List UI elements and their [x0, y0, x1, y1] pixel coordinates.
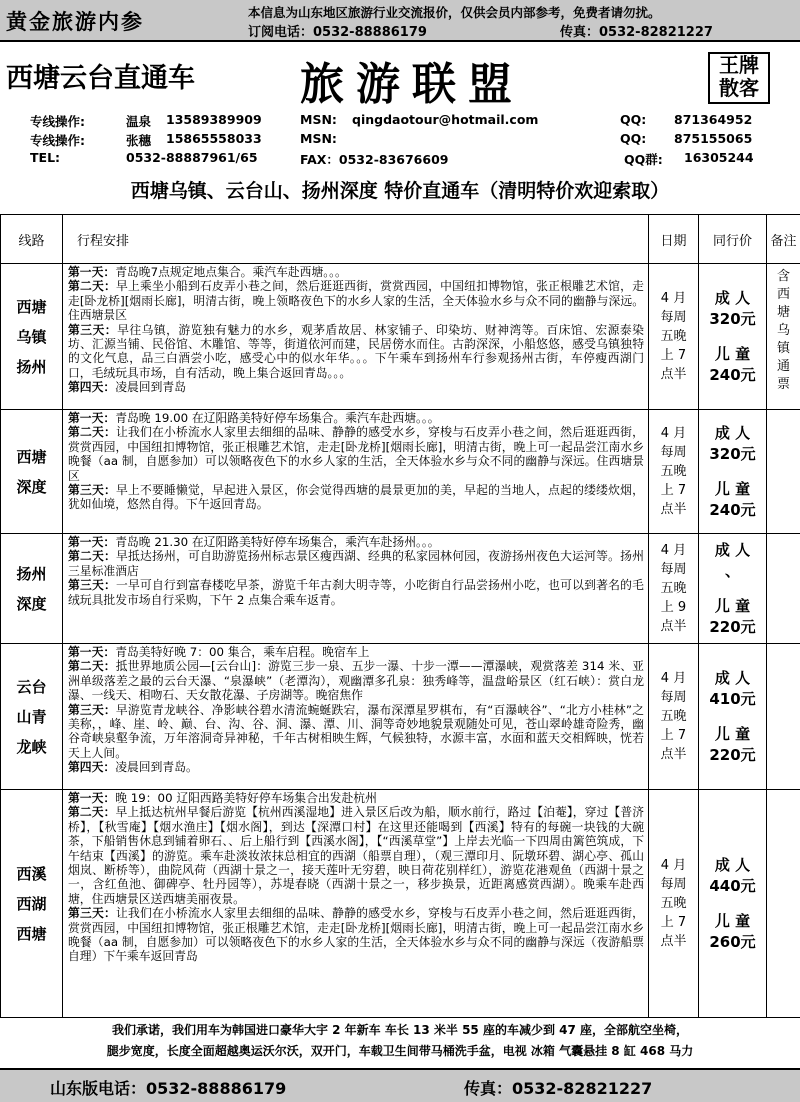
contact-name: 张穗: [126, 131, 151, 149]
route-cell: [1, 410, 63, 534]
route-cell: [1, 790, 63, 1018]
adult-price: 440元: [700, 876, 765, 897]
day-label: 第一天：: [68, 411, 115, 425]
date-cell: [649, 534, 699, 644]
day-label: 第四天：: [68, 760, 115, 774]
qq-number: 871364952: [674, 112, 752, 127]
table-row: [1, 644, 800, 790]
header-fax: 传真：0532-82821227: [560, 21, 713, 40]
ace-badge: [708, 52, 770, 104]
date-line: 点半: [650, 932, 697, 951]
route-name-line: 西塘: [2, 919, 61, 949]
day-entry: [68, 425, 644, 483]
day-label: 第二天：: [68, 425, 116, 439]
contact-row-3: [30, 150, 790, 169]
price-gap: [700, 710, 765, 724]
member-notice: 本信息为山东地区旅游行业交流报价，仅供会员内部参考，免费者请勿扰。: [248, 3, 796, 21]
itinerary-cell: [63, 264, 649, 410]
day-text: 早抵达扬州，可自助游览扬州标志景区瘦西湖、经典的私家园林何园，夜游扬州夜色大运河等。扬州三星标准酒店: [68, 549, 644, 577]
date-line: 每周: [650, 688, 697, 707]
col-date-header: 日期: [649, 215, 699, 264]
day-entry: [68, 645, 644, 659]
date-line: 4 月: [650, 289, 697, 308]
top-banner: [0, 0, 800, 42]
day-label: 第一天：: [68, 645, 115, 659]
route-name-line: 龙峡: [2, 732, 61, 762]
date-line: 每周: [650, 875, 697, 894]
headline: 西塘乌镇、云台山、扬州深度 特价直通车（清明特价欢迎索取）: [0, 176, 800, 203]
date-cell: [649, 410, 699, 534]
day-entry: [68, 323, 644, 381]
contact-name: 温泉: [126, 112, 151, 130]
date-line: 五晚: [650, 707, 697, 726]
date-line: 4 月: [650, 424, 697, 443]
route-cell: [1, 534, 63, 644]
itinerary-cell: [63, 644, 649, 790]
itinerary-cell: [63, 534, 649, 644]
route-name-line: 西塘: [2, 442, 61, 472]
contact-row-1: [30, 112, 790, 131]
child-label: 儿 童: [700, 724, 765, 745]
day-text: 青岛晚7点规定地点集合。乘汽车赴西塘。。。: [115, 265, 347, 279]
qq-group-number: 16305244: [684, 150, 754, 165]
day-entry: [68, 549, 644, 578]
msn-label: MSN:: [300, 112, 337, 127]
date-line: 点半: [650, 617, 697, 636]
date-line: 点半: [650, 365, 697, 384]
table-row: [1, 534, 800, 644]
date-line: 上 9: [650, 598, 697, 617]
route-name-line: 深度: [2, 472, 61, 502]
route-name-line: 山青: [2, 702, 61, 732]
price-cell: [699, 410, 767, 534]
child-price: 240元: [700, 500, 765, 521]
date-line: 4 月: [650, 856, 697, 875]
price-gap: [700, 330, 765, 344]
date-line: 上 7: [650, 346, 697, 365]
day-entry: [68, 659, 644, 702]
route-name-line: 西塘: [2, 292, 61, 322]
day-text: 凌晨回到青岛。: [115, 760, 198, 774]
table-row: [1, 264, 800, 410]
day-text: 早上乘坐小船到石皮弄小巷之间，然后逛逛西街，赏赏西园，中国纽扣博物馆，张正根雕艺术馆，走走[卧龙桥][烟雨长廊]，明清古街，晚上领略夜色下的水乡人家的生活，全天体验水乡与众不同的幽静与深远。住西塘景区: [68, 279, 644, 322]
table-row: [1, 790, 800, 1018]
footer-fax: 传真：0532-82821227: [464, 1076, 652, 1099]
date-line: 五晚: [650, 462, 697, 481]
route-cell: [1, 264, 63, 410]
day-label: 第三天：: [68, 578, 116, 592]
qq-label: QQ:: [620, 131, 646, 146]
date-line: 五晚: [650, 579, 697, 598]
day-entry: [68, 791, 644, 805]
bottom-banner: [0, 1068, 800, 1102]
day-text: 青岛晚 19.00 在辽阳路美特好停车场集合。乘汽车赴西塘。。。: [115, 411, 439, 425]
price-gap: [700, 582, 765, 596]
child-price: 220元: [700, 617, 765, 638]
adult-label: 成 人: [700, 540, 765, 561]
day-text: 青岛美特好晚 7：00 集合，乘车启程。晚宿车上: [115, 645, 369, 659]
day-entry: [68, 703, 644, 761]
day-text: 晚 19：00 辽阳西路美特好停车场集合出发赴杭州: [115, 791, 377, 805]
route-name-line: 西湖: [2, 889, 61, 919]
note-cell: [767, 644, 800, 790]
day-label: 第一天：: [68, 791, 115, 805]
price-gap: [700, 897, 765, 911]
adult-label: 成 人: [700, 423, 765, 444]
col-price-header: 同行价: [699, 215, 767, 264]
day-text: 抵世界地质公园—[云台山]：游览三步一泉、五步一瀑、十步一潭——潭瀑峡，观赏落差 314 米、亚洲单级落差之最的云台天瀑、“泉瀑峡”（老潭沟），观幽潭多孔泉：独秀峰等，温盘峪景区（红石峡）：赏白龙瀑、一线天、相吻石、天女散花瀑、子房湖等。晚宿焦作: [68, 659, 644, 702]
col-itin-header: 行程安排: [63, 215, 649, 264]
route-name-line: 扬州: [2, 559, 61, 589]
adult-price: 320元: [700, 309, 765, 330]
adult-price: 320元: [700, 444, 765, 465]
day-entry: [68, 760, 644, 774]
day-entry: [68, 906, 644, 964]
child-label: 儿 童: [700, 344, 765, 365]
contact-phone: 13589389909: [166, 112, 262, 127]
route-title: 西塘云台直通车: [6, 56, 195, 95]
contact-block: [30, 112, 790, 169]
note-char: 西: [768, 286, 799, 304]
child-price: 260元: [700, 932, 765, 953]
day-entry: [68, 483, 644, 512]
day-entry: [68, 535, 644, 549]
day-label: 第三天：: [68, 483, 116, 497]
route-name-line: 深度: [2, 589, 61, 619]
day-label: 第二天：: [68, 279, 116, 293]
note-char: 乌: [768, 322, 799, 340]
note-char: 镇: [768, 340, 799, 358]
promise-line-2: 腿步宽度，长度全面超越奥运沃尔沃，双开门，车载卫生间带马桶洗手盆，电视 冰箱 气囊悬挂 8 缸 468 马力: [0, 1041, 800, 1062]
day-entry: [68, 411, 644, 425]
service-promise: [0, 1020, 800, 1062]
order-phone: 订阅电话：0532-88886179: [248, 25, 427, 40]
adult-price: 、: [700, 561, 765, 582]
badge-line2: 散客: [710, 77, 768, 100]
day-entry: [68, 265, 644, 279]
date-line: 上 7: [650, 726, 697, 745]
col-route-header: 线路: [1, 215, 63, 264]
promise-line-1: 我们承诺，我们用车为韩国进口豪华大宇 2 年新车 车长 13 米半 55 座的车减少到 47 座，全部航空坐椅，: [0, 1020, 800, 1041]
day-entry: [68, 380, 644, 394]
note-char: 塘: [768, 304, 799, 322]
price-gap: [700, 465, 765, 479]
date-line: 每周: [650, 308, 697, 327]
day-label: 第四天：: [68, 380, 115, 394]
day-text: 一早可自行到富春楼吃早茶，游览千年古刹大明寺等，小吃街自行品尝扬州小吃，也可以到著名的毛绒玩具批发市场自行采购，下午 2 点集合乘车返青。: [68, 578, 644, 606]
msn-label: MSN:: [300, 131, 337, 146]
qq-group-label: QQ群:: [624, 150, 663, 168]
route-name-line: 乌镇: [2, 322, 61, 352]
contact-label: 专线操作:: [30, 112, 85, 130]
order-phone-line: [248, 21, 796, 40]
day-text: 早上不要睡懒觉，早起进入景区，你会觉得西塘的晨景更加的美，早起的当地人，点起的缕缕炊烟，犹如仙境，悠然自得。下午返回青岛。: [68, 483, 644, 511]
date-line: 每周: [650, 560, 697, 579]
date-line: 4 月: [650, 541, 697, 560]
footer-phone: 山东版电话：0532-88886179: [50, 1076, 286, 1099]
date-line: 每周: [650, 443, 697, 462]
adult-price: 410元: [700, 689, 765, 710]
badge-line1: 王牌: [710, 54, 768, 77]
day-label: 第一天：: [68, 265, 115, 279]
route-name-line: 云台: [2, 672, 61, 702]
table-row: [1, 410, 800, 534]
date-line: 4 月: [650, 669, 697, 688]
day-label: 第二天：: [68, 549, 116, 563]
price-cell: [699, 534, 767, 644]
day-entry: [68, 279, 644, 322]
day-entry: [68, 805, 644, 906]
qq-label: QQ:: [620, 112, 646, 127]
child-price: 240元: [700, 365, 765, 386]
child-label: 儿 童: [700, 596, 765, 617]
date-line: 五晚: [650, 894, 697, 913]
itinerary-cell: [63, 790, 649, 1018]
col-note-header: 备注: [767, 215, 800, 264]
day-text: 让我们在小桥流水人家里去细细的品味、静静的感受水乡，穿梭与石皮弄小巷之间，然后逛逛西街，赏赏西园，中国纽扣博物馆，张正根雕艺术馆，走走[卧龙桥][烟雨长廊]，明清古街，晚上可一起品尝江南水乡晚餐（aa 制，自愿参加）可以领略夜色下的水乡人家的生活，全天体验水乡与众不同的幽静与深远。住西塘景区: [68, 425, 644, 482]
contact-label: 专线操作:: [30, 131, 85, 149]
day-label: 第一天：: [68, 535, 115, 549]
union-title: 旅游联盟: [300, 48, 524, 112]
day-entry: [68, 578, 644, 607]
tel-label: TEL:: [30, 150, 60, 165]
date-line: 上 7: [650, 481, 697, 500]
route-cell: [1, 644, 63, 790]
adult-label: 成 人: [700, 668, 765, 689]
contact-row-2: [30, 131, 790, 150]
contact-phone: 15865558033: [166, 131, 262, 146]
adult-label: 成 人: [700, 855, 765, 876]
date-line: 点半: [650, 745, 697, 764]
note-char: 含: [768, 268, 799, 286]
child-price: 220元: [700, 745, 765, 766]
note-char: 票: [768, 376, 799, 394]
price-cell: [699, 790, 767, 1018]
qq-number: 875155065: [674, 131, 752, 146]
day-text: 早游览青龙峡谷、净影峡谷碧水清流蜿蜒跌宕，瀑布深潭星罗棋布，有“百瀑峡谷”、“北方小桂林”之美称，，峰、崖、岭、巅、台、沟、谷、洞、瀑、潭、川、洞等奇妙地貌景观随处可见，苍山翠岭雄奇险秀，幽谷奇峡泉壑争流，万年溶洞奇异神秘，千年古树相映生辉，气候独特，水源丰富，水面和蓝天交相辉映，恍若天上人间。: [68, 703, 644, 760]
tel-number: 0532-88887961/65: [126, 150, 258, 165]
route-name-line: 西溪: [2, 859, 61, 889]
date-line: 上 7: [650, 913, 697, 932]
day-text: 早上抵达杭州早餐后游览【杭州西溪湿地】进入景区后改为船，顺水前行，路过【泊菴】，穿过【普济桥】，【秋雪庵】【烟水渔庄】【烟水阁】，到达【深潭口村】在这里还能喝到【西溪】特有的每碗一块钱的大碗茶，下船销售休息到铺着卵石、、后上船行到【西溪水阁】，【“西溪草堂”】上岸去光临一下四周由篱笆筑成，下午结束【西溪】的游览。乘车赴淡妆浓抹总相宜的西湖（船票自理），（观三潭印月、阮墩环碧、湖心亭、孤山烟岚、断桥等），曲院风荷（西湖十景之一，接天莲叶无穷碧，映日荷花别样红），游览花港观鱼（西湖十景之一，含红鱼池、御碑亭、牡丹园等），苏堤春晓（西湖十景之一，移步换景，近距离感赏西湖）。晚乘车赴西塘，住西塘景区送西塘美丽夜景。: [68, 805, 644, 905]
itinerary-cell: [63, 410, 649, 534]
route-name-line: 扬州: [2, 352, 61, 382]
note-char: 通: [768, 358, 799, 376]
day-label: 第三天：: [68, 323, 117, 337]
day-label: 第三天：: [68, 703, 116, 717]
table-header-row: [1, 215, 800, 264]
date-cell: [649, 644, 699, 790]
date-line: 点半: [650, 500, 697, 519]
date-line: 五晚: [650, 327, 697, 346]
day-label: 第二天：: [68, 805, 116, 819]
note-cell: [767, 410, 800, 534]
day-label: 第二天：: [68, 659, 116, 673]
note-cell: [767, 534, 800, 644]
child-label: 儿 童: [700, 479, 765, 500]
date-cell: [649, 790, 699, 1018]
msn-address: qingdaotour@hotmail.com: [352, 112, 538, 127]
day-text: 早往乌镇，游览独有魅力的水乡，观茅盾故居、林家铺子、印染坊、财神湾等。百床馆、宏源泰染坊、汇源当铺、民俗馆、木雕馆、等等，街道依河而建，民居傍水而住。古韵深深，小船悠悠，感受乌镇独特的文化气息，品三白酒尝小吃，感受心中的似水年华。。。下午乘车到扬州车行参观扬州古街，车停瘦西湖门口，毛绒玩具市场，自有活动，晚上集合返回青岛。。。: [68, 323, 644, 380]
date-cell: [649, 264, 699, 410]
child-label: 儿 童: [700, 911, 765, 932]
note-cell: [767, 790, 800, 1018]
fax-number: FAX：0532-83676609: [300, 150, 448, 168]
day-label: 第三天：: [68, 906, 116, 920]
day-text: 青岛晚 21.30 在辽阳路美特好停车场集合，乘汽车赴扬州。。。: [115, 535, 439, 549]
day-text: 凌晨回到青岛: [115, 380, 186, 394]
note-cell: [767, 264, 800, 410]
itinerary-table: [0, 214, 800, 1018]
brand-title: 黄金旅游内参: [6, 6, 144, 36]
adult-label: 成 人: [700, 288, 765, 309]
day-text: 让我们在小桥流水人家里去细细的品味、静静的感受水乡，穿梭与石皮弄小巷之间，然后逛逛西街，赏赏西园，中国纽扣博物馆，张正根雕艺术馆，走走[卧龙桥][烟雨长廊]，明清古街，晚上可一起品尝江南水乡晚餐（aa 制，自愿参加）可以领略夜色下的水乡人家的生活，全天体验水乡与众不同的幽静与深远（夜游船票自理）下午乘车返回青岛: [68, 906, 644, 963]
price-cell: [699, 264, 767, 410]
price-cell: [699, 644, 767, 790]
